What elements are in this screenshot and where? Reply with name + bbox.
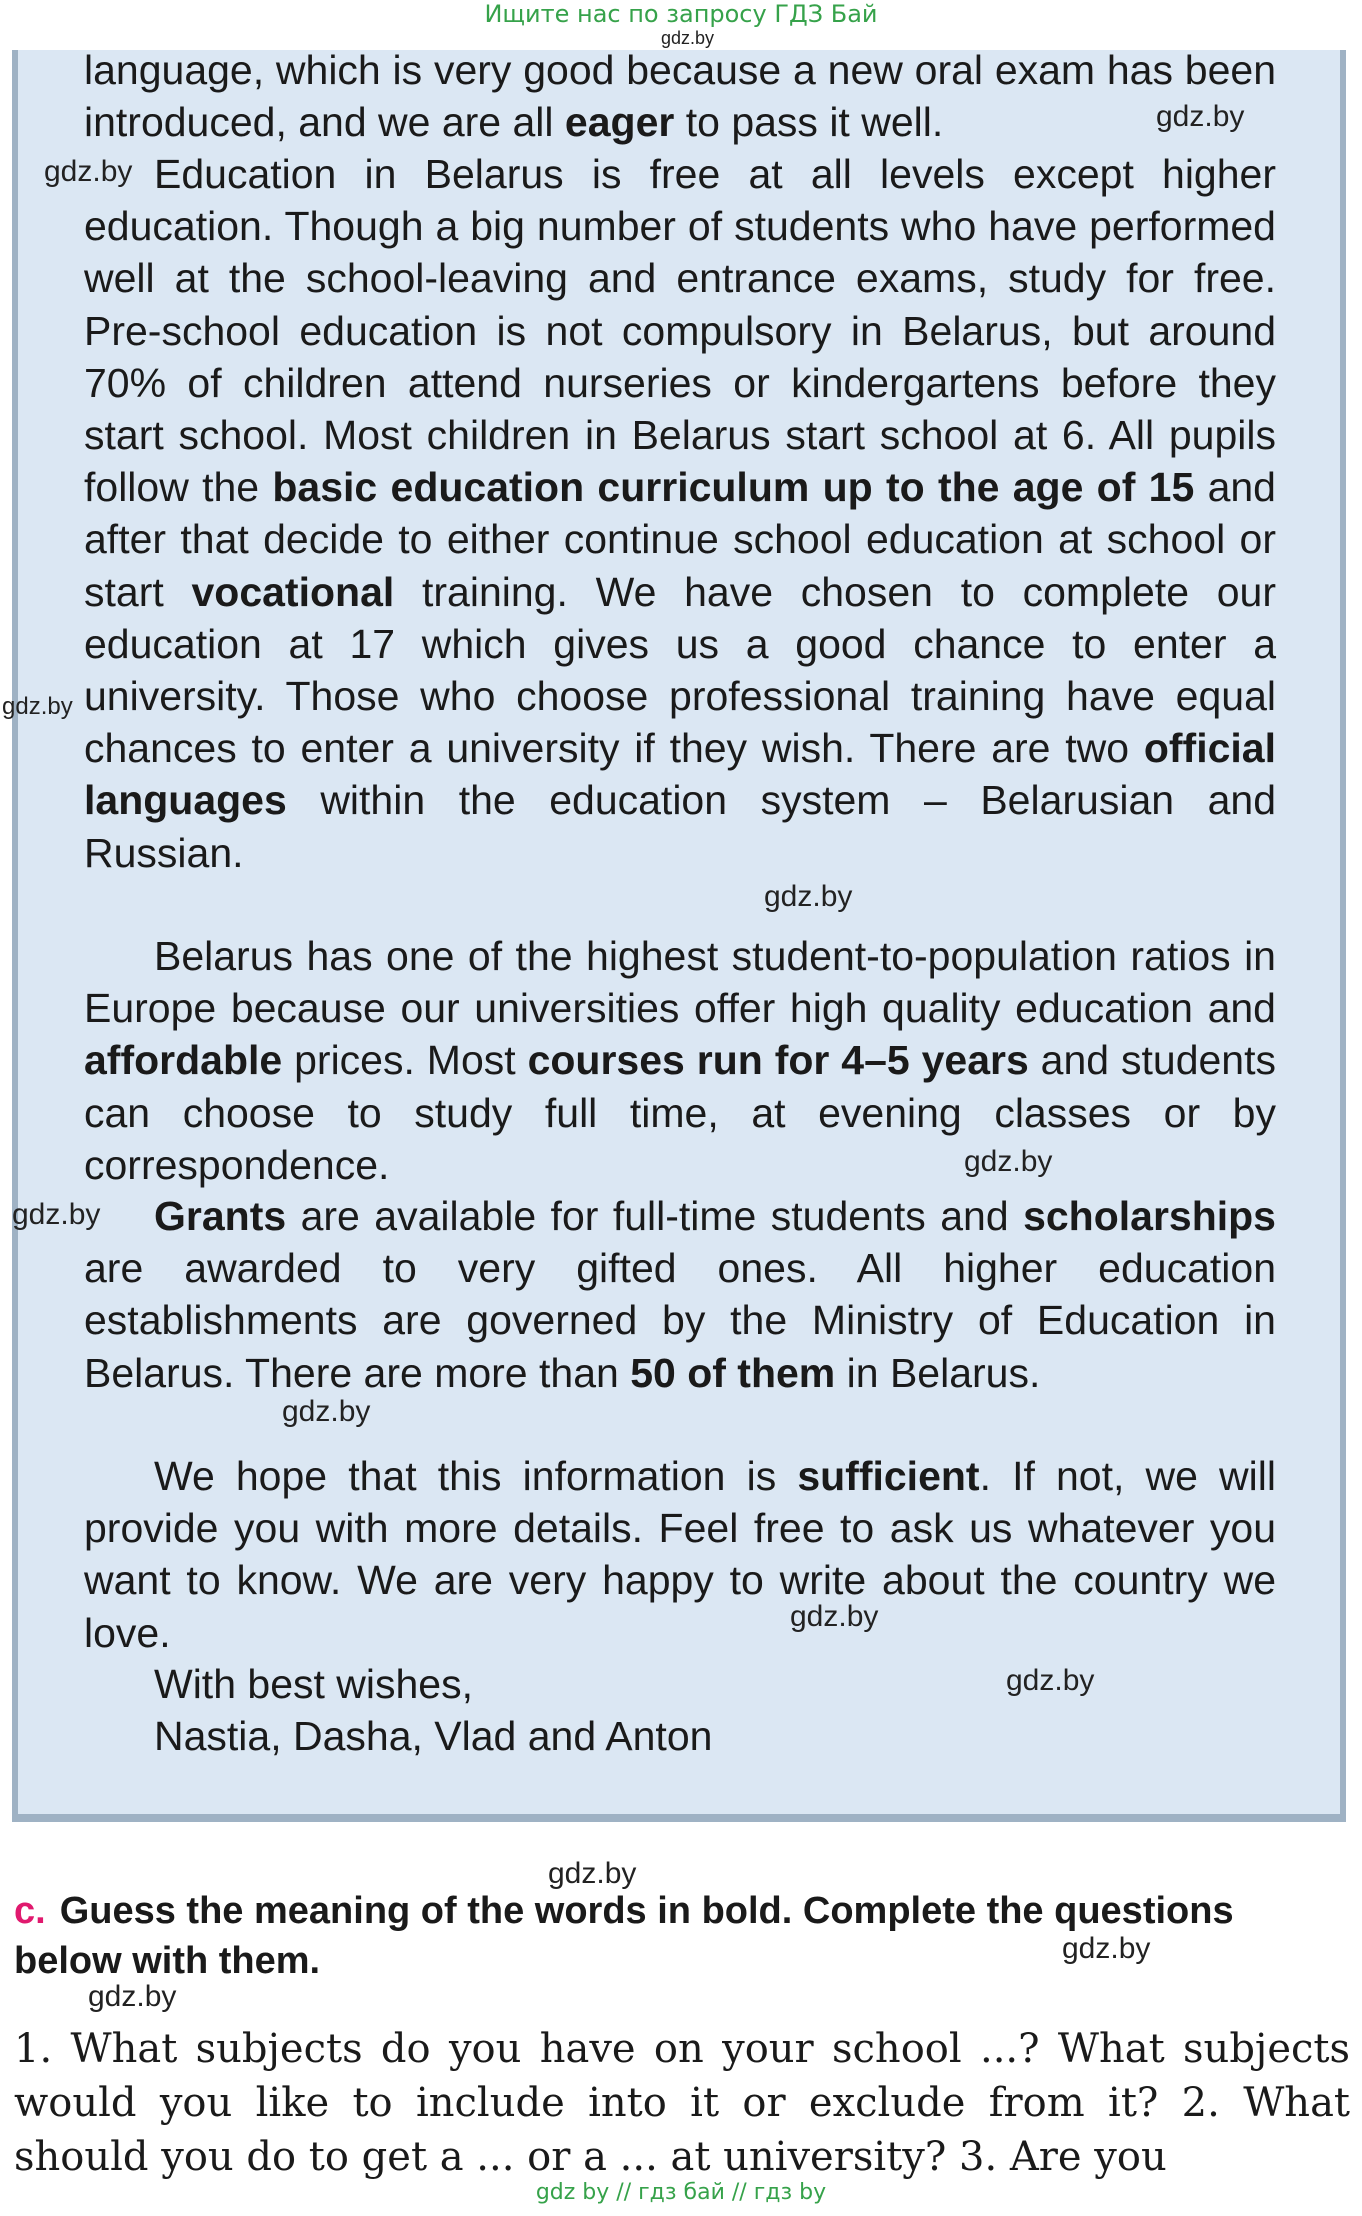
watermark: gdz.by: [1006, 1664, 1095, 1697]
watermark: gdz.by: [964, 1145, 1053, 1178]
watermark: gdz.by: [661, 28, 715, 48]
paragraph-4: [84, 1190, 1276, 1399]
text: and after that decide to either continue school education at school or start: [84, 464, 1276, 615]
task-letter: c.: [14, 1890, 46, 1932]
watermark: gdz.by: [764, 880, 853, 913]
task-instruction: [14, 1886, 1350, 1986]
watermark: gdz.by: [44, 155, 133, 188]
text: . If not, we will provide you with more details. Feel free to ask us whatever you want to know. We are very happy to write about the country we love.: [84, 1453, 1276, 1656]
paragraph-1: [84, 44, 1276, 148]
footer-watermark: gdz by // гдз бай // гдз by: [535, 2180, 827, 2205]
bold-word: vocational: [191, 568, 395, 615]
text: We hope that this information is: [154, 1453, 798, 1499]
paragraph-5: [84, 1450, 1276, 1659]
top-banner: Ищите нас по запросу ГДЗ Бай: [484, 0, 878, 28]
bold-word: official languages: [84, 725, 1276, 824]
watermark: gdz.by: [790, 1600, 879, 1633]
watermark: gdz.by: [548, 1857, 637, 1890]
bold-word: sufficient: [797, 1453, 980, 1499]
text: Belarus has one of the highest student-to-population ratios in Europe because our universities offer high quality education and: [84, 933, 1276, 1032]
text: to pass it well.: [674, 99, 944, 146]
watermark: gdz.by: [1156, 100, 1245, 133]
watermark: gdz.by: [12, 1198, 101, 1231]
text: and students can choose to study full time, at evening classes or by correspondence.: [84, 1037, 1276, 1188]
signoff-line-1: With best wishes,: [154, 1661, 473, 1707]
bold-word: scholarships: [1023, 1193, 1276, 1239]
bold-word: courses run for 4–5 years: [527, 1037, 1029, 1084]
watermark: gdz.by: [2, 693, 73, 720]
bold-word: eager: [564, 99, 675, 146]
bold-word: basic education curriculum up to the age of 15: [272, 464, 1195, 511]
text: are awarded to very gifted ones. All higher education establishments are governed by the Ministry of Education in Belarus. There are more than: [84, 1245, 1276, 1396]
task-text: Guess the meaning of the words in bold. Complete the questions below with them.: [14, 1890, 1234, 1982]
text: are available for full-time students and: [286, 1193, 1024, 1239]
watermark: gdz.by: [88, 1980, 177, 2013]
text: training. We have chosen to complete our education at 17 which gives us a good chance to enter a university. Those who choose professional training have equal chances to enter a university if they wish. There are two: [84, 568, 1276, 772]
bold-word: 50 of them: [630, 1349, 836, 1396]
text: within the education system – Belarusian and Russian.: [84, 777, 1276, 876]
text: Education in Belarus is free at all levels except higher education. Though a big number of students who have performed well at the school-leaving and entrance exams, study for free. Pre-school education is not compulsory in Belarus, but around 70% of children attend nurseries or kindergartens before they start school. Most children in Belarus start school at 6. All pupils follow the: [84, 151, 1276, 511]
watermark: gdz.by: [1062, 1932, 1151, 1965]
paragraph-2: [84, 148, 1276, 879]
text: prices. Most: [282, 1037, 528, 1084]
text: in Belarus.: [835, 1349, 1041, 1396]
signoff-line-2: Nastia, Dasha, Vlad and Anton: [154, 1713, 713, 1759]
watermark: gdz.by: [282, 1395, 371, 1428]
bold-word: Grants: [154, 1193, 287, 1239]
text: language, which is very good because a new oral exam has been introduced, and we are all: [84, 47, 1276, 146]
questions-text: 1. What subjects do you have on your school ...? What subjects would you like to include into it or exclude from it? 2. What should you do to get a ... or a ... at university? 3. Are you: [14, 2026, 1350, 2180]
bold-word: affordable: [84, 1037, 283, 1084]
paragraph-3: [84, 930, 1276, 1191]
